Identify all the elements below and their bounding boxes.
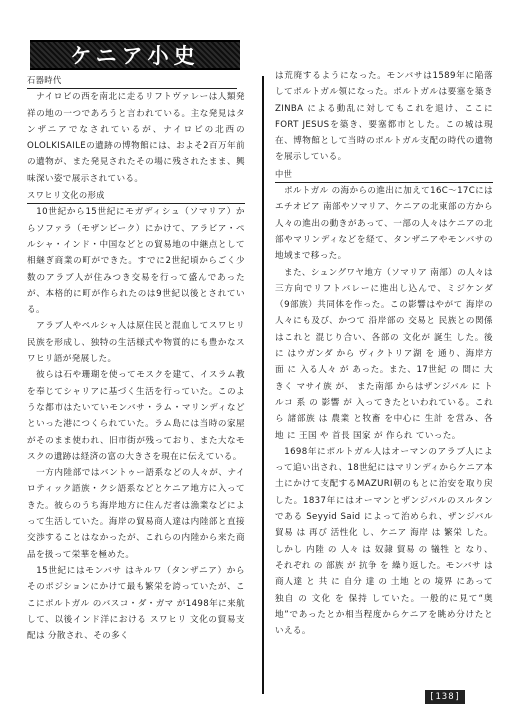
column-divider	[262, 76, 264, 694]
page-number: [138]	[425, 690, 465, 704]
page-title: ケニア小史	[70, 44, 200, 68]
paragraph: 1698年にポルトガル人はオーマンのアラブ人によって追い出され、18世紀にはマリンディからケニア本土にかけて支配するMAZURI朝のもとに治安を取り戻した。1837年にはオーマンとザンジバルのスルタンである Seyyid Said によって治められ、ザンジバル 貿易 は 再び 活性化 し、ケニア 海岸 は 繁栄 した。しかし 内陸 の 人々 は 奴隷 貿易 の 犠牲 と なり、それぞれ の 部族 が 抗争 を 繰り返した。モンバサ は 商人達 と 共 に 自分 達 の 土地 との 境界 にあって 独自 の 文化 を 保持 していた。一般的に見て“奥地”であったとか相当程度からケニアを眺め分けたといえる。	[275, 446, 493, 637]
paragraph: また、シュングワヤ地方（ソマリア 南部）の人々は三方向でリフトバレーに進出し込んで、ミジケンダ（9部族）共同体を作った。この影響はやがて 海岸の 人々にも及び、かつて 沿岸部の 交易と 民族との関係 はこれと 混じり合い、各部の 文化が 誕生 した。後に はウガンダ から ヴィクトリア湖 を 通り、海岸方面 に 入る人々 が あった。また、17世紀 の 間に 大きく マサイ族 が、 また南部 からはザンジバル に トルコ 系 の 影響 が 入ってきたといわれている。これら 諸部族 は 農業 と牧畜 を中心に 生計 を営み、各地 に 王国 や 首長 国家 が 作られ ていった。	[275, 267, 493, 441]
paragraph: ナイロビの西を南北に走るリフトヴァレーは人類発祥の地の一つであろうと言われている。主な発見はタンザニアでなされているが、ナイロビの北西のOLOLKISAILEの遺跡の博物館には、およそ2百万年前の遺物が、また発見されたその場に残されたまま、興味深い姿で展示されている。	[27, 92, 245, 184]
paragraph: 彼らは石や珊瑚を使ってモスクを建て、イスラム教を奉じてシャリアに基づく生活を行っていた。このような都市はたいていモンバサ・ラム・マリンディなどといった港につくられていた。ラム島には当時の家屋がそのまま使われ、旧市街が残っており、また大なモスクの遺跡は経済の富の大きさを現在に伝えている。	[27, 370, 245, 462]
left-column	[27, 72, 245, 644]
paragraph: 一方内陸部ではバントゥー語系などの人々が、ナイロティック語族・クシ語系などとケニア地方に入ってきた。彼らのうち海岸地方に住んだ者は漁業などによって生活していた。海岸の貿易商人達は内陸部と直接交渉することはなかったが、これらの内陸から来た商品を扱って栄華を極めた。	[27, 468, 245, 560]
paragraph: アラブ人やペルシャ人は原住民と混血してスワヒリ民族を形成し、独特の生活様式や物質的にも豊かなスワヒリ語が発展した。	[27, 321, 245, 365]
section-heading: 石器時代	[27, 72, 237, 89]
right-column	[275, 68, 493, 639]
paragraph: 10世紀から15世紀にモガディシュ（ソマリア）からソファラ（モザンビーク）にかけて、アラビア・ペルシャ・インド・中国などとの貿易地の中継点として相継ぎ商業の町ができた。すでに2世紀頃からごく少数のアラブ人が住みつき交易を行って盛んであったが、本格的に町が作られたのは9世紀以後とされている。	[27, 207, 245, 316]
title-banner	[30, 40, 240, 70]
section-heading: スワヒリ文化の形成	[27, 187, 245, 204]
paragraph: ポルトガル の海からの進出に加えて16C〜17Cにはエチオピア 南部やソマリア、ケニアの北東部の方から人々の進出の動きがあって、一部の人々はケニアの北部やマリンディなどを経て、タンザニアやモンバサの地域まで移った。	[275, 186, 493, 262]
paragraph: 15世紀にはモンバサ はキルワ（タンザニア）からそのポジションにかけて最も繁栄を誇っていたが、ここにポルトガル のバスコ・ダ・ガマ が1498年に来航して、以後インド洋における スワヒリ 文化の貿易支配は 分散され、その多く	[27, 565, 245, 642]
paragraph: は荒廃するようになった。モンバサは1589年に陥落してポルトガル領になった。ポルトガルは要塞を築き ZINBA による動乱に対してもこれを退け、ここにFORT JESUSを築き、要塞都市とした。この城は現在、博物館として当時のポルトガル支配の時代の遺物を展示している。	[275, 71, 493, 163]
section-heading: 中世	[275, 166, 493, 183]
